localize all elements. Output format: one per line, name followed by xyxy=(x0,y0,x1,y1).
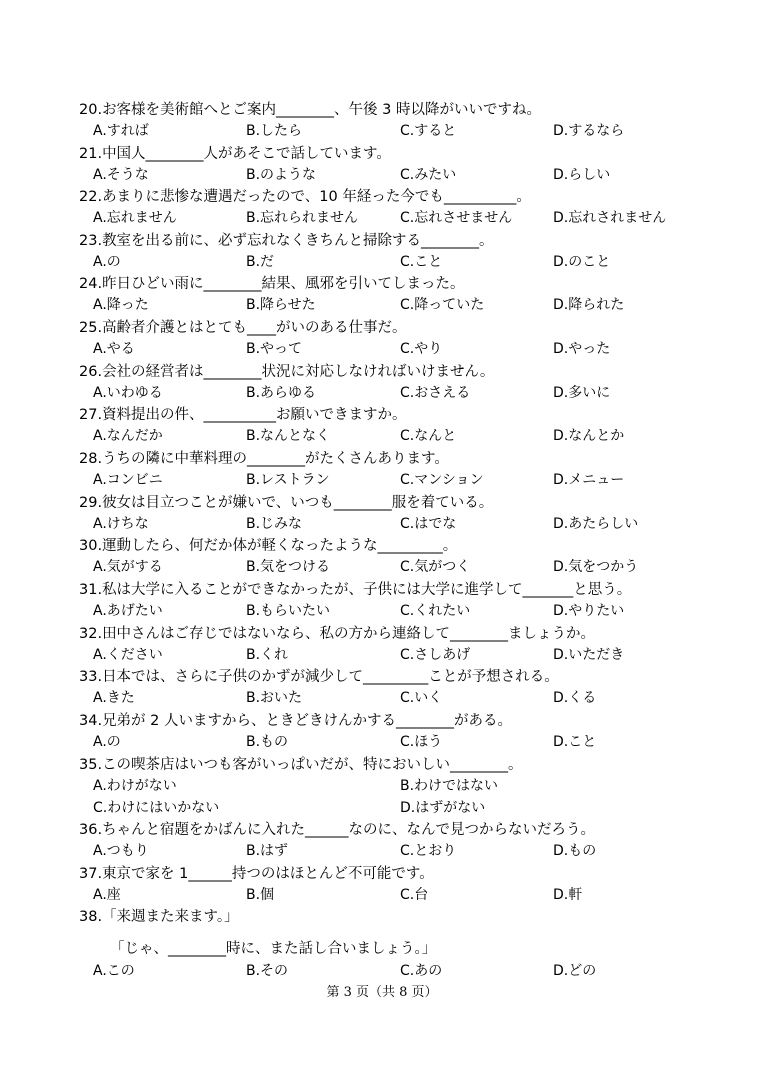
question-number: 28. xyxy=(79,451,103,467)
option-d: D.くる xyxy=(553,690,597,706)
options-row xyxy=(0,886,764,904)
question-34 xyxy=(79,712,512,730)
option-c: C.くれたい xyxy=(400,603,471,619)
question-37 xyxy=(79,865,434,883)
question-33 xyxy=(79,668,559,686)
question-text: 日本では、さらに子供のかずが減少して_________ことが予想される。 xyxy=(102,669,559,685)
options-row xyxy=(0,558,764,576)
option-c: C.ほう xyxy=(400,734,443,750)
options-row xyxy=(0,515,764,533)
question-text: この喫茶店はいつも客がいっぱいだが、特においしい________。 xyxy=(102,757,523,773)
question-text: 教室を出る前に、必ず忘れなくきちんと掃除する________。 xyxy=(102,233,494,249)
option-c: C.忘れさせません xyxy=(400,210,513,226)
option-b: B.もの xyxy=(246,734,289,750)
question-24 xyxy=(79,275,465,293)
option-c: C.みたい xyxy=(400,167,457,183)
option-a: A.なんだか xyxy=(93,428,163,444)
option-a: A.の xyxy=(93,734,121,750)
page-footer: 第 3 页（共 8 页） xyxy=(326,985,438,1000)
option-c: C.とおり xyxy=(400,843,457,859)
option-c: C.降っていた xyxy=(400,297,485,313)
option-b: B.その xyxy=(246,963,289,979)
question-21 xyxy=(79,145,391,163)
options-row xyxy=(0,384,764,402)
option-c: C.やり xyxy=(400,341,443,357)
option-c: C.こと xyxy=(400,254,443,270)
option-b: B.個 xyxy=(246,887,275,903)
option-c: C.なんと xyxy=(400,428,457,444)
options-row xyxy=(0,842,764,860)
question-text: うちの隣に中華料理の________がたくさんあります。 xyxy=(102,451,449,467)
option-a: A.の xyxy=(93,254,121,270)
question-29 xyxy=(79,494,493,512)
question-text: 私は大学に入ることができなかったが、子供には大学に進学して_______と思う。 xyxy=(102,582,632,598)
option-b: B.わけではない xyxy=(400,778,499,794)
option-a: A.ください xyxy=(93,647,163,663)
question-text: 高齢者介護とはとても____がいのある仕事だ。 xyxy=(102,320,407,336)
question-number: 25. xyxy=(79,320,103,336)
options-row xyxy=(0,122,764,140)
question-35 xyxy=(79,756,523,774)
question-number: 35. xyxy=(79,757,103,773)
option-c: C.おさえる xyxy=(400,385,471,401)
option-b: B.だ xyxy=(246,254,275,270)
question-text: 彼女は目立つことが嫌いで、いつも________服を着ている。 xyxy=(102,495,494,511)
option-d: D.どの xyxy=(553,963,597,979)
question-text: 兄弟が 2 人いますから、ときどきけんかする________がある。 xyxy=(102,713,513,729)
option-c: C.台 xyxy=(400,887,429,903)
option-d: D.軒 xyxy=(553,887,583,903)
option-b: B.したら xyxy=(246,123,303,139)
option-c: C.マンション xyxy=(400,472,484,488)
question-number: 23. xyxy=(79,233,103,249)
options-row xyxy=(0,799,764,817)
option-a: A.この xyxy=(93,963,135,979)
option-b: B.はず xyxy=(246,843,289,859)
question-text: ちゃんと宿題をかばんに入れた______なのに、なんで見つからないだろう。 xyxy=(102,822,596,838)
option-a: A.けちな xyxy=(93,516,149,532)
option-d: D.あたらしい xyxy=(553,516,639,532)
option-b: B.もらいたい xyxy=(246,603,331,619)
question-23 xyxy=(79,232,494,250)
option-d: D.やりたい xyxy=(553,603,625,619)
option-b: B.のような xyxy=(246,167,317,183)
question-text: 昨日ひどい雨に________結果、風邪を引いてしまった。 xyxy=(102,276,465,292)
question-text: お客様を美術館へとご案内________、午後 3 時以降がいいですね。 xyxy=(102,102,542,118)
option-b: B.気をつける xyxy=(246,559,331,575)
option-b: B.あらゆる xyxy=(246,385,317,401)
question-number: 36. xyxy=(79,822,103,838)
question-36 xyxy=(79,821,595,839)
option-a: A.気がする xyxy=(93,559,163,575)
option-d: D.のこと xyxy=(553,254,611,270)
question-number: 37. xyxy=(79,866,103,882)
option-a: A.忘れません xyxy=(93,210,177,226)
question-number: 20. xyxy=(79,102,103,118)
option-b: B.忘れられません xyxy=(246,210,359,226)
question-38 xyxy=(79,908,239,926)
option-b: B.やって xyxy=(246,341,303,357)
options-row xyxy=(0,471,764,489)
option-b: B.降らせた xyxy=(246,297,316,313)
option-d: D.こと xyxy=(553,734,597,750)
question-22 xyxy=(79,188,531,206)
question-32 xyxy=(79,625,595,643)
options-row xyxy=(0,733,764,751)
options-row xyxy=(0,427,764,445)
option-d: D.もの xyxy=(553,843,597,859)
option-c: C.さしあげ xyxy=(400,647,471,663)
options-row xyxy=(0,602,764,620)
question-text: 「来週また来ます。」 xyxy=(102,909,239,925)
option-d: D.多いに xyxy=(553,385,611,401)
option-d: D.気をつかう xyxy=(553,559,639,575)
option-a: A.つもり xyxy=(93,843,149,859)
option-a: A.そうな xyxy=(93,167,149,183)
question-text: 田中さんはご存じではないなら、私の方から連絡して________ましょうか。 xyxy=(102,626,596,642)
question-number: 27. xyxy=(79,407,103,423)
question-number: 34. xyxy=(79,713,103,729)
option-c: C.気がつく xyxy=(400,559,471,575)
option-c: C.わけにはいかない xyxy=(93,800,220,816)
question-text: 東京で家を 1______持つのはほとんど不可能です。 xyxy=(102,866,434,882)
question-number: 22. xyxy=(79,189,103,205)
question-28 xyxy=(79,450,449,468)
question-number: 29. xyxy=(79,495,103,511)
question-text: 運動したら、何だか体が軽くなったような_________。 xyxy=(102,538,458,554)
options-row xyxy=(0,646,764,664)
option-a: A.座 xyxy=(93,887,121,903)
option-a: A.コンビニ xyxy=(93,472,163,488)
option-a: A.あげたい xyxy=(93,603,163,619)
option-d: D.いただき xyxy=(553,647,625,663)
option-c: C.いく xyxy=(400,690,443,706)
option-c: C.はでな xyxy=(400,516,457,532)
question-27 xyxy=(79,406,407,424)
options-row xyxy=(0,340,764,358)
question-number: 30. xyxy=(79,538,103,554)
question-number: 33. xyxy=(79,669,103,685)
option-a: A.わけがない xyxy=(93,778,177,794)
option-d: D.はずがない xyxy=(400,800,486,816)
question-text: 会社の経営者は________状況に対応しなければいけません。 xyxy=(102,364,495,380)
question-31 xyxy=(79,581,631,599)
option-d: D.なんとか xyxy=(553,428,625,444)
option-b: B.おいた xyxy=(246,690,303,706)
question-number: 31. xyxy=(79,582,103,598)
option-c: C.すると xyxy=(400,123,457,139)
option-d: D.忘れされません xyxy=(553,210,667,226)
option-a: A.いわゆる xyxy=(93,385,163,401)
option-b: B.じみな xyxy=(246,516,303,532)
option-d: D.するなら xyxy=(553,123,625,139)
question-text: あまりに悲惨な遭遇だったので、10 年経った今でも__________。 xyxy=(102,189,531,205)
option-b: B.なんとなく xyxy=(246,428,331,444)
question-subline: 「じゃ、________時に、また話し合いましょう。」 xyxy=(110,941,437,957)
option-d: D.メニュー xyxy=(553,472,625,488)
option-d: D.降られた xyxy=(553,297,625,313)
option-b: B.レストラン xyxy=(246,472,330,488)
option-a: A.きた xyxy=(93,690,135,706)
question-number: 21. xyxy=(79,146,103,162)
option-b: B.くれ xyxy=(246,647,289,663)
options-row xyxy=(0,253,764,271)
question-number: 38. xyxy=(79,909,103,925)
question-25 xyxy=(79,319,407,337)
option-d: D.やった xyxy=(553,341,611,357)
question-20 xyxy=(79,101,541,119)
option-a: A.すれば xyxy=(93,123,149,139)
options-row xyxy=(0,962,764,980)
question-30 xyxy=(79,537,457,555)
question-text: 中国人________人があそこで話しています。 xyxy=(102,146,391,162)
option-a: A.やる xyxy=(93,341,135,357)
options-row xyxy=(0,296,764,314)
options-row xyxy=(0,689,764,707)
option-c: C.あの xyxy=(400,963,443,979)
question-number: 24. xyxy=(79,276,103,292)
question-number: 32. xyxy=(79,626,103,642)
question-26 xyxy=(79,363,494,381)
option-a: A.降った xyxy=(93,297,149,313)
question-text: 資料提出の件、__________お願いできますか。 xyxy=(102,407,407,423)
options-row xyxy=(0,209,764,227)
option-d: D.らしい xyxy=(553,167,611,183)
options-row xyxy=(0,777,764,795)
question-number: 26. xyxy=(79,364,103,380)
options-row xyxy=(0,166,764,184)
